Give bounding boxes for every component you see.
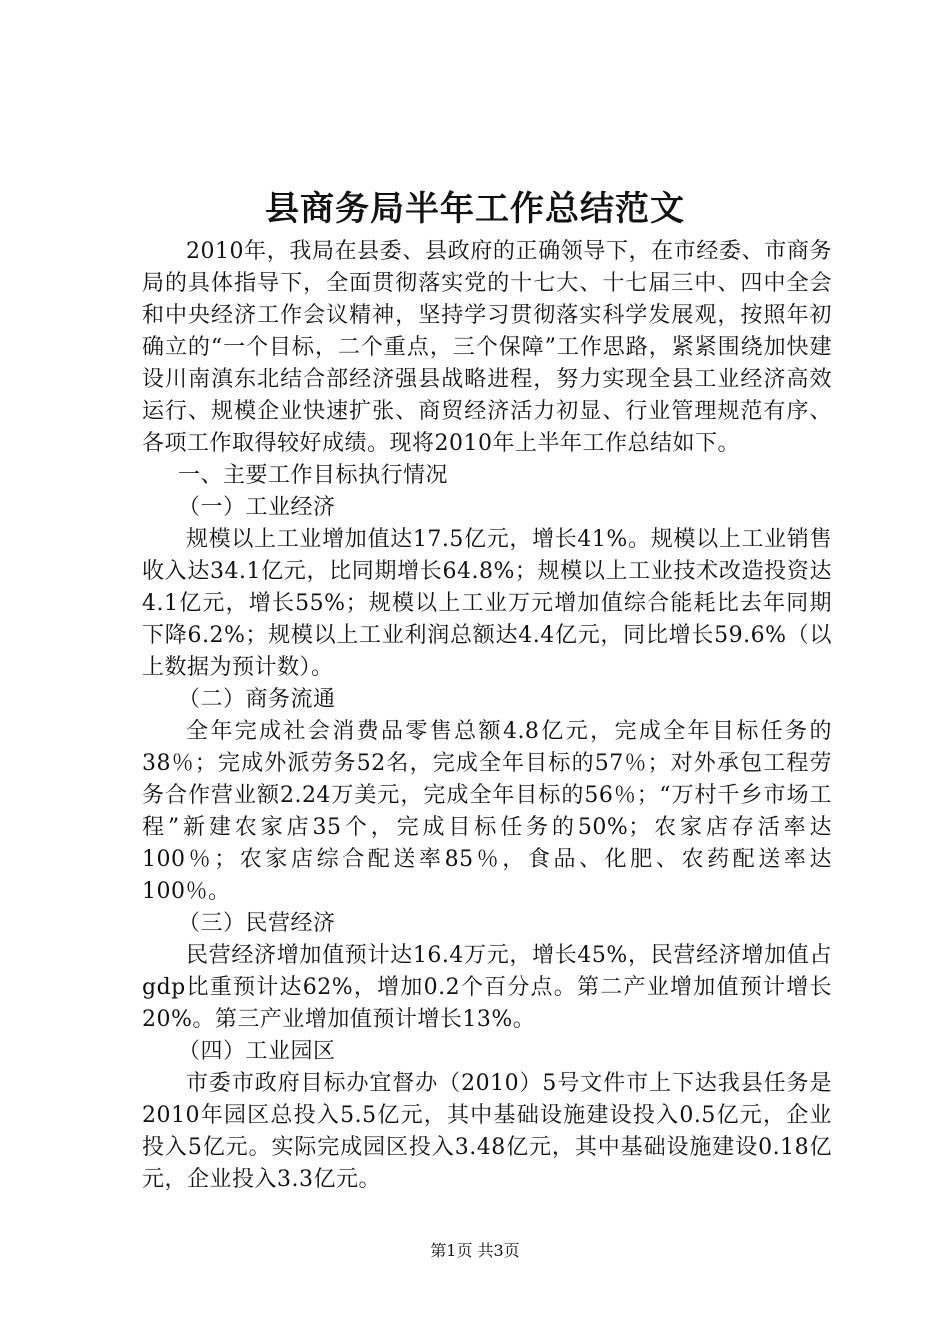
document-title: 县商务局半年工作总结范文 — [265, 189, 685, 229]
industrial-economy-paragraph: 规模以上工业增加值达17.5亿元，增长41%。规模以上工业销售收入达34.1亿元，比同期增长64.8%；规模以上工业技术改造投资达4.1亿元，增长55%；规模以上工业万元增加值综合能耗比去年同期下降6.2%；规模以上工业利润总额达4.4亿元，同比增长59.6%（以上数据为预计数）。 — [142, 527, 832, 680]
subsection-heading-commerce: （二）商务流通 — [178, 687, 336, 712]
subsection-heading-industrial-economy: （一）工业经济 — [178, 495, 336, 520]
industrial-park-paragraph: 市委市政府目标办宜督办（2010）5号文件市上下达我县任务是2010年园区总投入5.5亿元，其中基础设施建设投入0.5亿元，企业投入5亿元。实际完成园区投入3.48亿元，其中基础设施建设0.18亿元，企业投入3.3亿元。 — [142, 1071, 832, 1192]
document-body — [142, 236, 832, 1196]
section-heading-main-goals: 一、主要工作目标执行情况 — [178, 463, 449, 488]
private-economy-paragraph: 民营经济增加值预计达16.4万元，增长45%，民营经济增加值占gdp比重预计达62%，增加0.2个百分点。第二产业增加值预计增长20%。第三产业增加值预计增长13%。 — [142, 943, 832, 1032]
commerce-paragraph: 全年完成社会消费品零售总额4.8亿元，完成全年目标任务的38％；完成外派劳务52名，完成全年目标的57％；对外承包工程劳务合作营业额2.24万美元，完成全年目标的56％；“万村千乡市场工程”新建农家店35个，完成目标任务的50%；农家店存活率达100％；农家店综合配送率85％，食品、化肥、农药配送率达100％。 — [142, 719, 833, 904]
intro-paragraph: 2010年，我局在县委、县政府的正确领导下，在市经委、市商务局的具体指导下，全面贯彻落实党的十七大、十七届三中、四中全会和中央经济工作会议精神，坚持学习贯彻落实科学发展观，按照年初确立的“一个目标，二个重点，三个保障”工作思路，紧紧围绕加快建设川南滇东北结合部经济强县战略进程，努力实现全县工业经济高效运行、规模企业快速扩张、商贸经济活力初显、行业管理规范有序、各项工作取得较好成绩。现将2010年上半年工作总结如下。 — [142, 239, 832, 456]
page-footer: 第1页 共3页 — [430, 1241, 520, 1260]
subsection-heading-industrial-park: （四）工业园区 — [178, 1039, 336, 1064]
subsection-heading-private-economy: （三）民营经济 — [178, 911, 336, 936]
